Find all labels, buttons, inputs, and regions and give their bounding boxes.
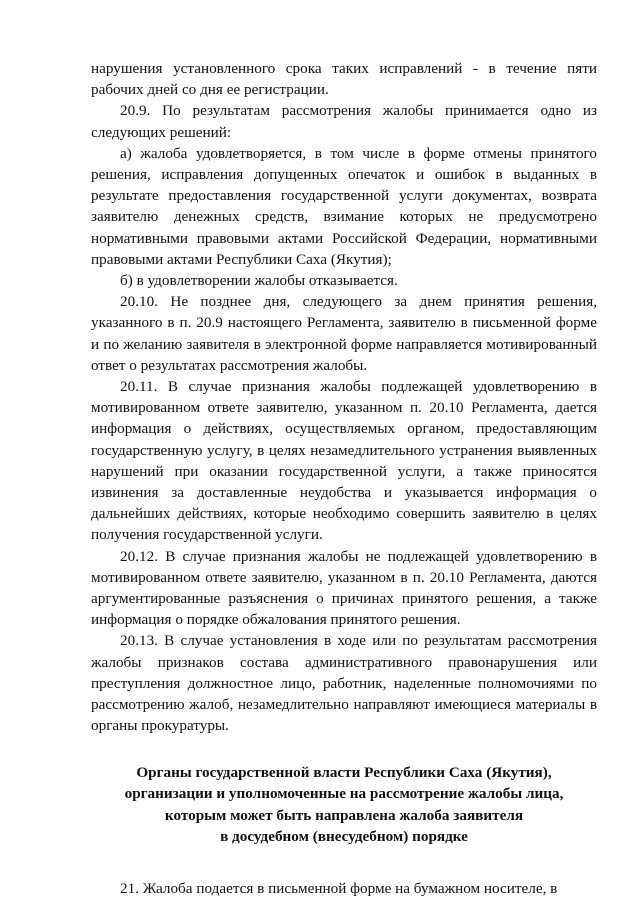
section-heading-line: которым может быть направлена жалоба заявителя [164,806,524,824]
paragraph-20-10: 20.10. Не позднее дня, следующего за днем принятия решения, указанного в п. 20.9 настоящего Регламента, заявителю в письменной форме и по желанию заявителя в электронной форме направляется мотивированный ответ о результатах рассмотрения жалобы. [91,293,597,374]
paragraph-21: 21. Жалоба подается в письменной форме на бумажном носителе, в [120,879,558,897]
document-page [91,58,597,899]
paragraph-20-9-b: б) в удовлетворении жалобы отказывается. [120,272,398,290]
section-heading-line: организации и уполномоченные на рассмотрение жалобы лица, [124,785,564,803]
section-heading-line: Органы государственной власти Республики Саха (Якутия), [136,763,552,781]
paragraph-20-11: 20.11. В случае признания жалобы подлежащей удовлетворению в мотивированном ответе заявителю, указанном п. 20.10 Регламента, дается информация о действиях, осуществляемых органом, предоставляющим государственную услугу, в целях незамедлительного устранения выявленных нарушений при оказании государственной услуги, а также приносятся извинения за доставленные неудобства и указывается информация о дальнейших действиях, которые необходимо совершить заявителю в целях получения государственной услуги. [91,378,597,544]
section-heading-line: в досудебном (внесудебном) порядке [220,828,468,846]
paragraph-20-12: 20.12. В случае признания жалобы не подлежащей удовлетворению в мотивированном ответе заявителю, указанном в п. 20.10 Регламента, даются аргументированные разъяснения о причинах принятого решения, а также информация о порядке обжалования принятого решения. [91,547,597,629]
section-heading [91,762,597,848]
paragraph-20-13: 20.13. В случае установления в ходе или по результатам рассмотрения жалобы признаков состава административного правонарушения или преступления должностное лицо, работник, наделенные полномочиями по рассмотрению жалоб, незамедлительно направляют имеющиеся материалы в органы прокуратуры. [91,632,597,735]
paragraph-continuation: нарушения установленного срока таких исправлений - в течение пяти рабочих дней со дня ее регистрации. [91,60,597,99]
paragraph-20-9-a: а) жалоба удовлетворяется, в том числе в форме отмены принятого решения, исправления допущенных опечаток и ошибок в выданных в результате предоставления государственной услуги документах, возврата заявителю денежных средств, взимание которых не предусмотрено нормативными правовыми актами Российской Федерации, нормативными правовыми актами Республики Саха (Якутия); [91,144,597,268]
paragraph-20-9: 20.9. По результатам рассмотрения жалобы принимается одно из следующих решений: [91,102,597,141]
